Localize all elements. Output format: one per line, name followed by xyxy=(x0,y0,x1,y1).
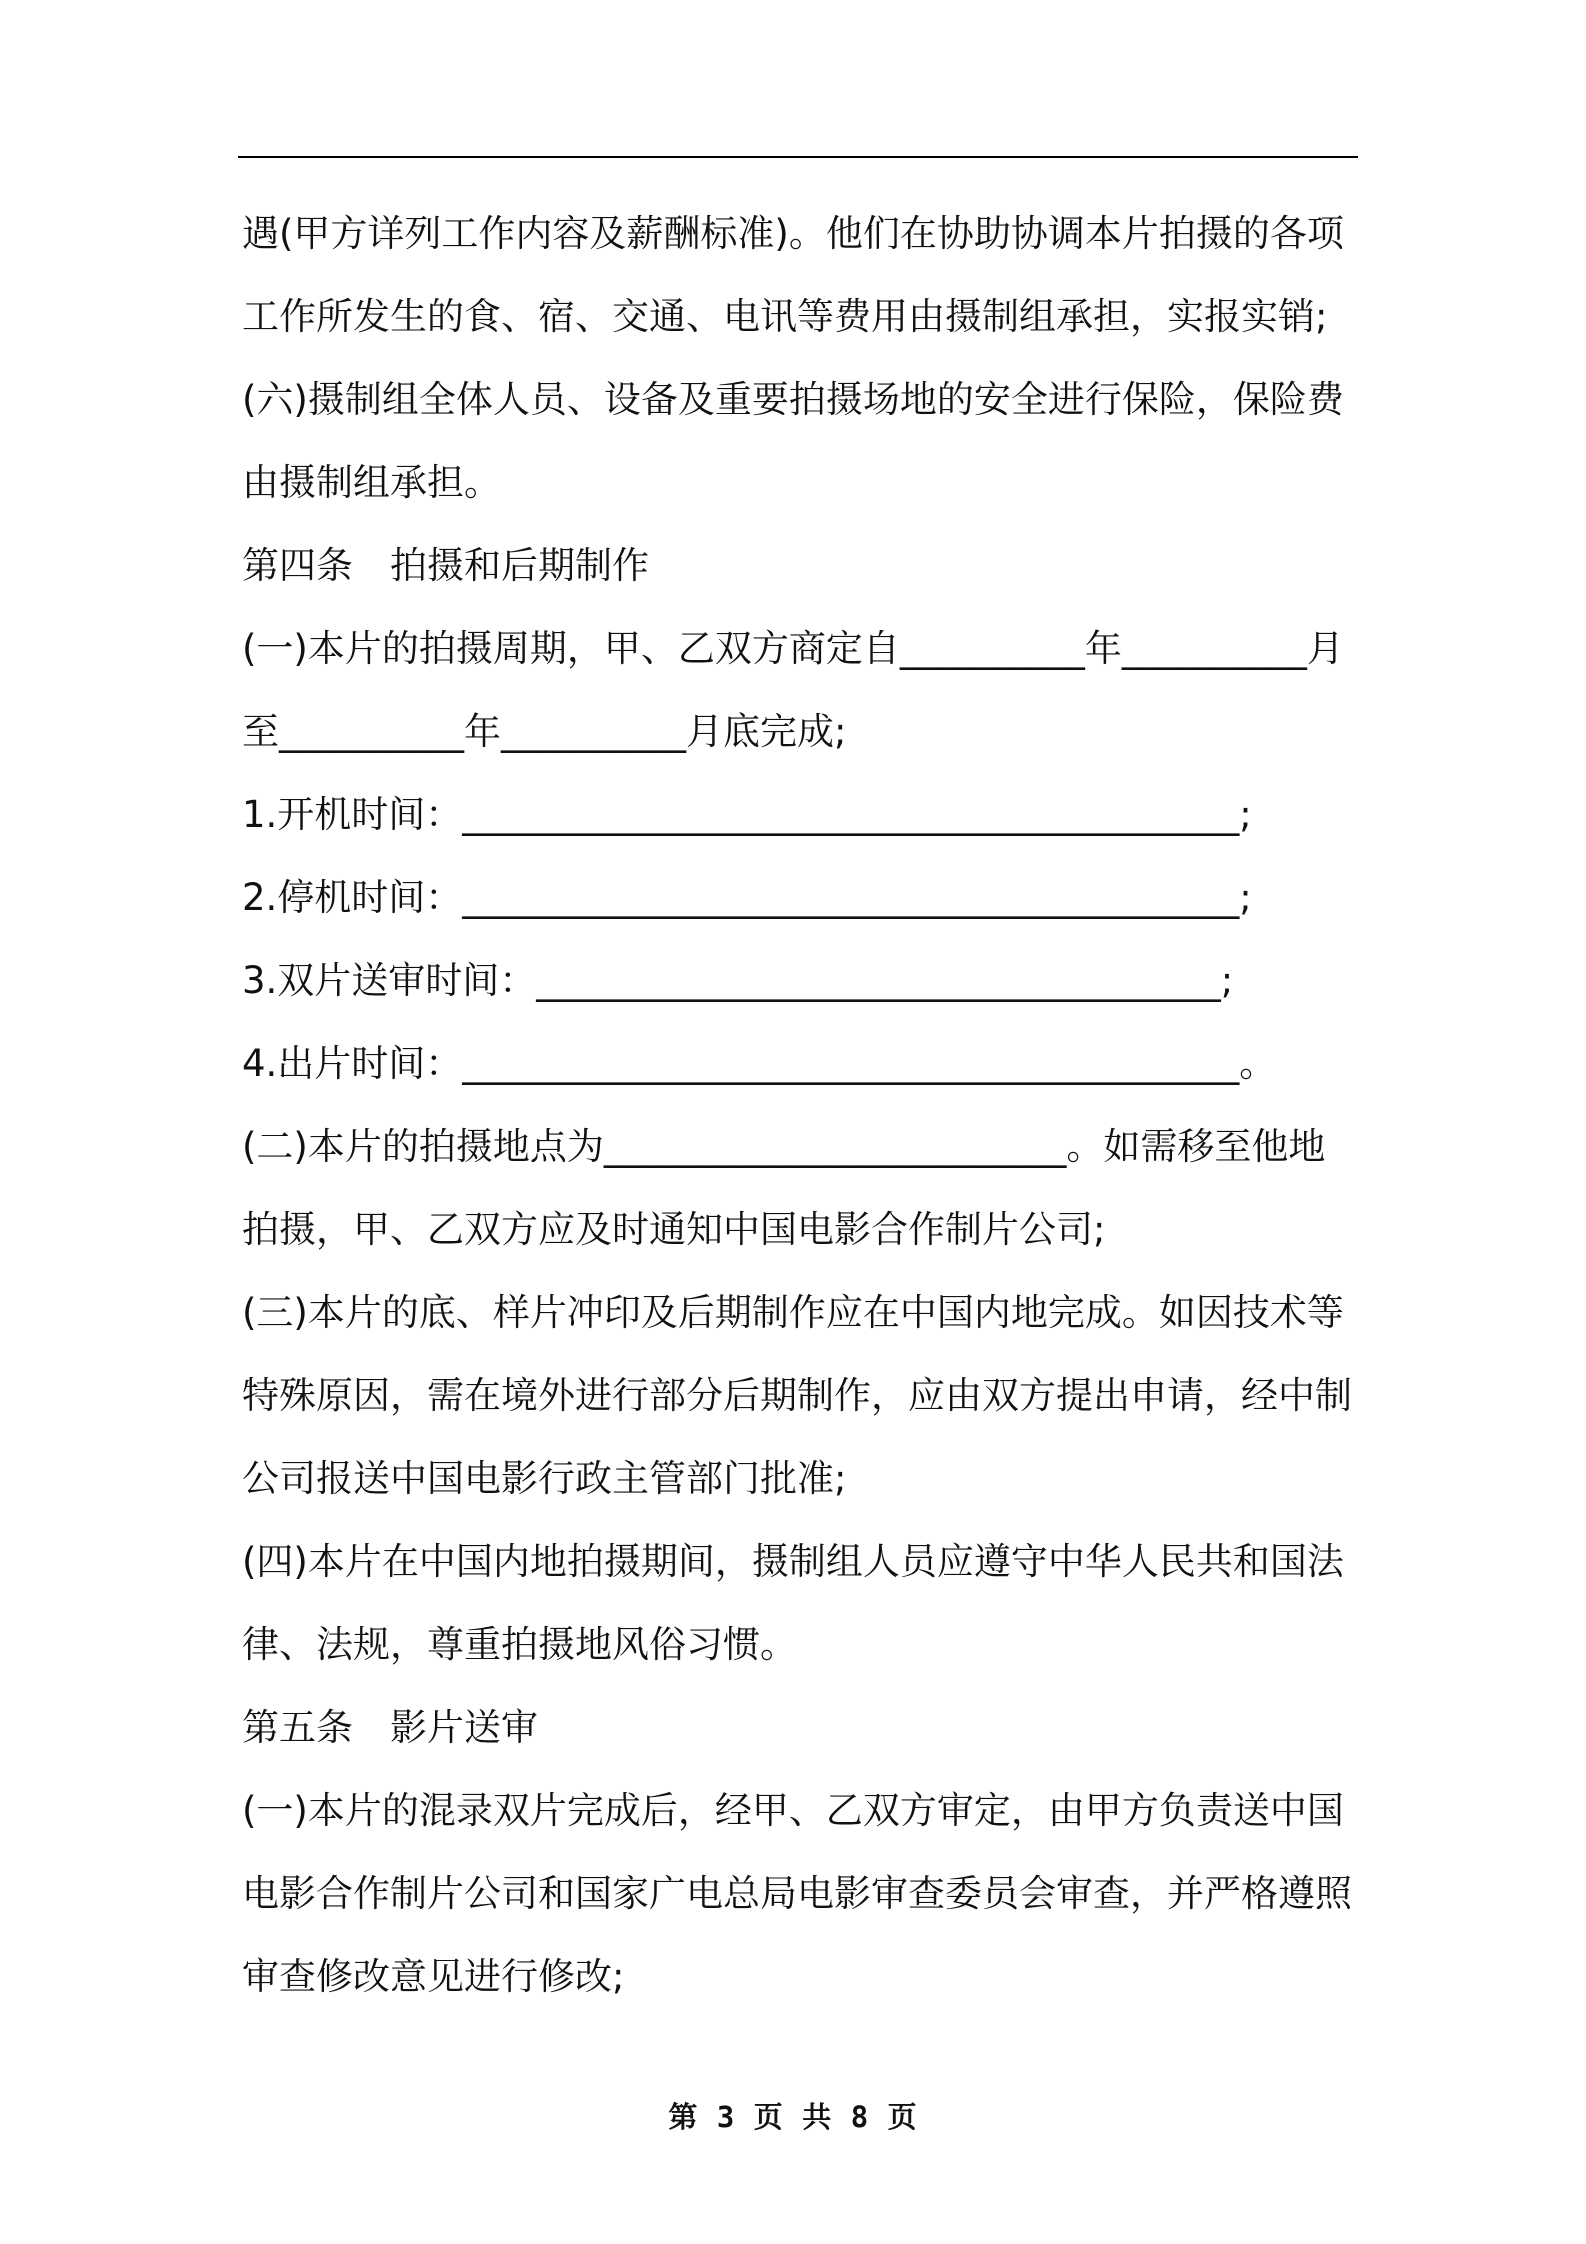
text-line: 由摄制组承担。 xyxy=(242,461,501,504)
header-rule xyxy=(238,156,1358,158)
article-heading: 第四条 拍摄和后期制作 xyxy=(242,544,649,587)
page-number: 第 3 页 共 8 页 xyxy=(668,2100,918,2134)
text-line: 公司报送中国电影行政主管部门批准; xyxy=(242,1457,847,1500)
schedule-item: 2.停机时间：__________________________________________; xyxy=(242,876,1252,919)
contract-body xyxy=(242,192,1358,2018)
article-heading: 第五条 影片送审 xyxy=(242,1706,538,1749)
schedule-item: 1.开机时间：__________________________________________; xyxy=(242,793,1252,836)
text-line: 特殊原因，需在境外进行部分后期制作，应由双方提出申请，经中制 xyxy=(242,1374,1352,1417)
text-line: (二)本片的拍摄地点为_________________________。如需移至他地 xyxy=(242,1125,1326,1168)
text-line: (三)本片的底、样片冲印及后期制作应在中国内地完成。如因技术等 xyxy=(242,1291,1344,1334)
text-line: 审查修改意见进行修改; xyxy=(242,1955,625,1998)
text-line: (四)本片在中国内地拍摄期间，摄制组人员应遵守中华人民共和国法 xyxy=(242,1540,1344,1583)
text-line: (一)本片的混录双片完成后，经甲、乙双方审定，由甲方负责送中国 xyxy=(242,1789,1344,1832)
text-line: 拍摄，甲、乙双方应及时通知中国电影合作制片公司; xyxy=(242,1208,1106,1251)
schedule-item: 4.出片时间：__________________________________________。 xyxy=(242,1042,1277,1085)
text-line: (六)摄制组全体人员、设备及重要拍摄场地的安全进行保险，保险费 xyxy=(242,378,1344,421)
text-line: 电影合作制片公司和国家广电总局电影审查委员会审查，并严格遵照 xyxy=(242,1872,1352,1915)
text-line: 至__________年__________月底完成; xyxy=(242,710,847,753)
schedule-item: 3.双片送审时间：_____________________________________; xyxy=(242,959,1234,1002)
text-line: (一)本片的拍摄周期，甲、乙双方商定自__________年__________月 xyxy=(242,627,1344,670)
text-line: 工作所发生的食、宿、交通、电讯等费用由摄制组承担，实报实销; xyxy=(242,295,1328,338)
text-line: 律、法规，尊重拍摄地风俗习惯。 xyxy=(242,1623,797,1666)
text-line: 遇(甲方详列工作内容及薪酬标准)。他们在协助协调本片拍摄的各项 xyxy=(242,212,1344,255)
